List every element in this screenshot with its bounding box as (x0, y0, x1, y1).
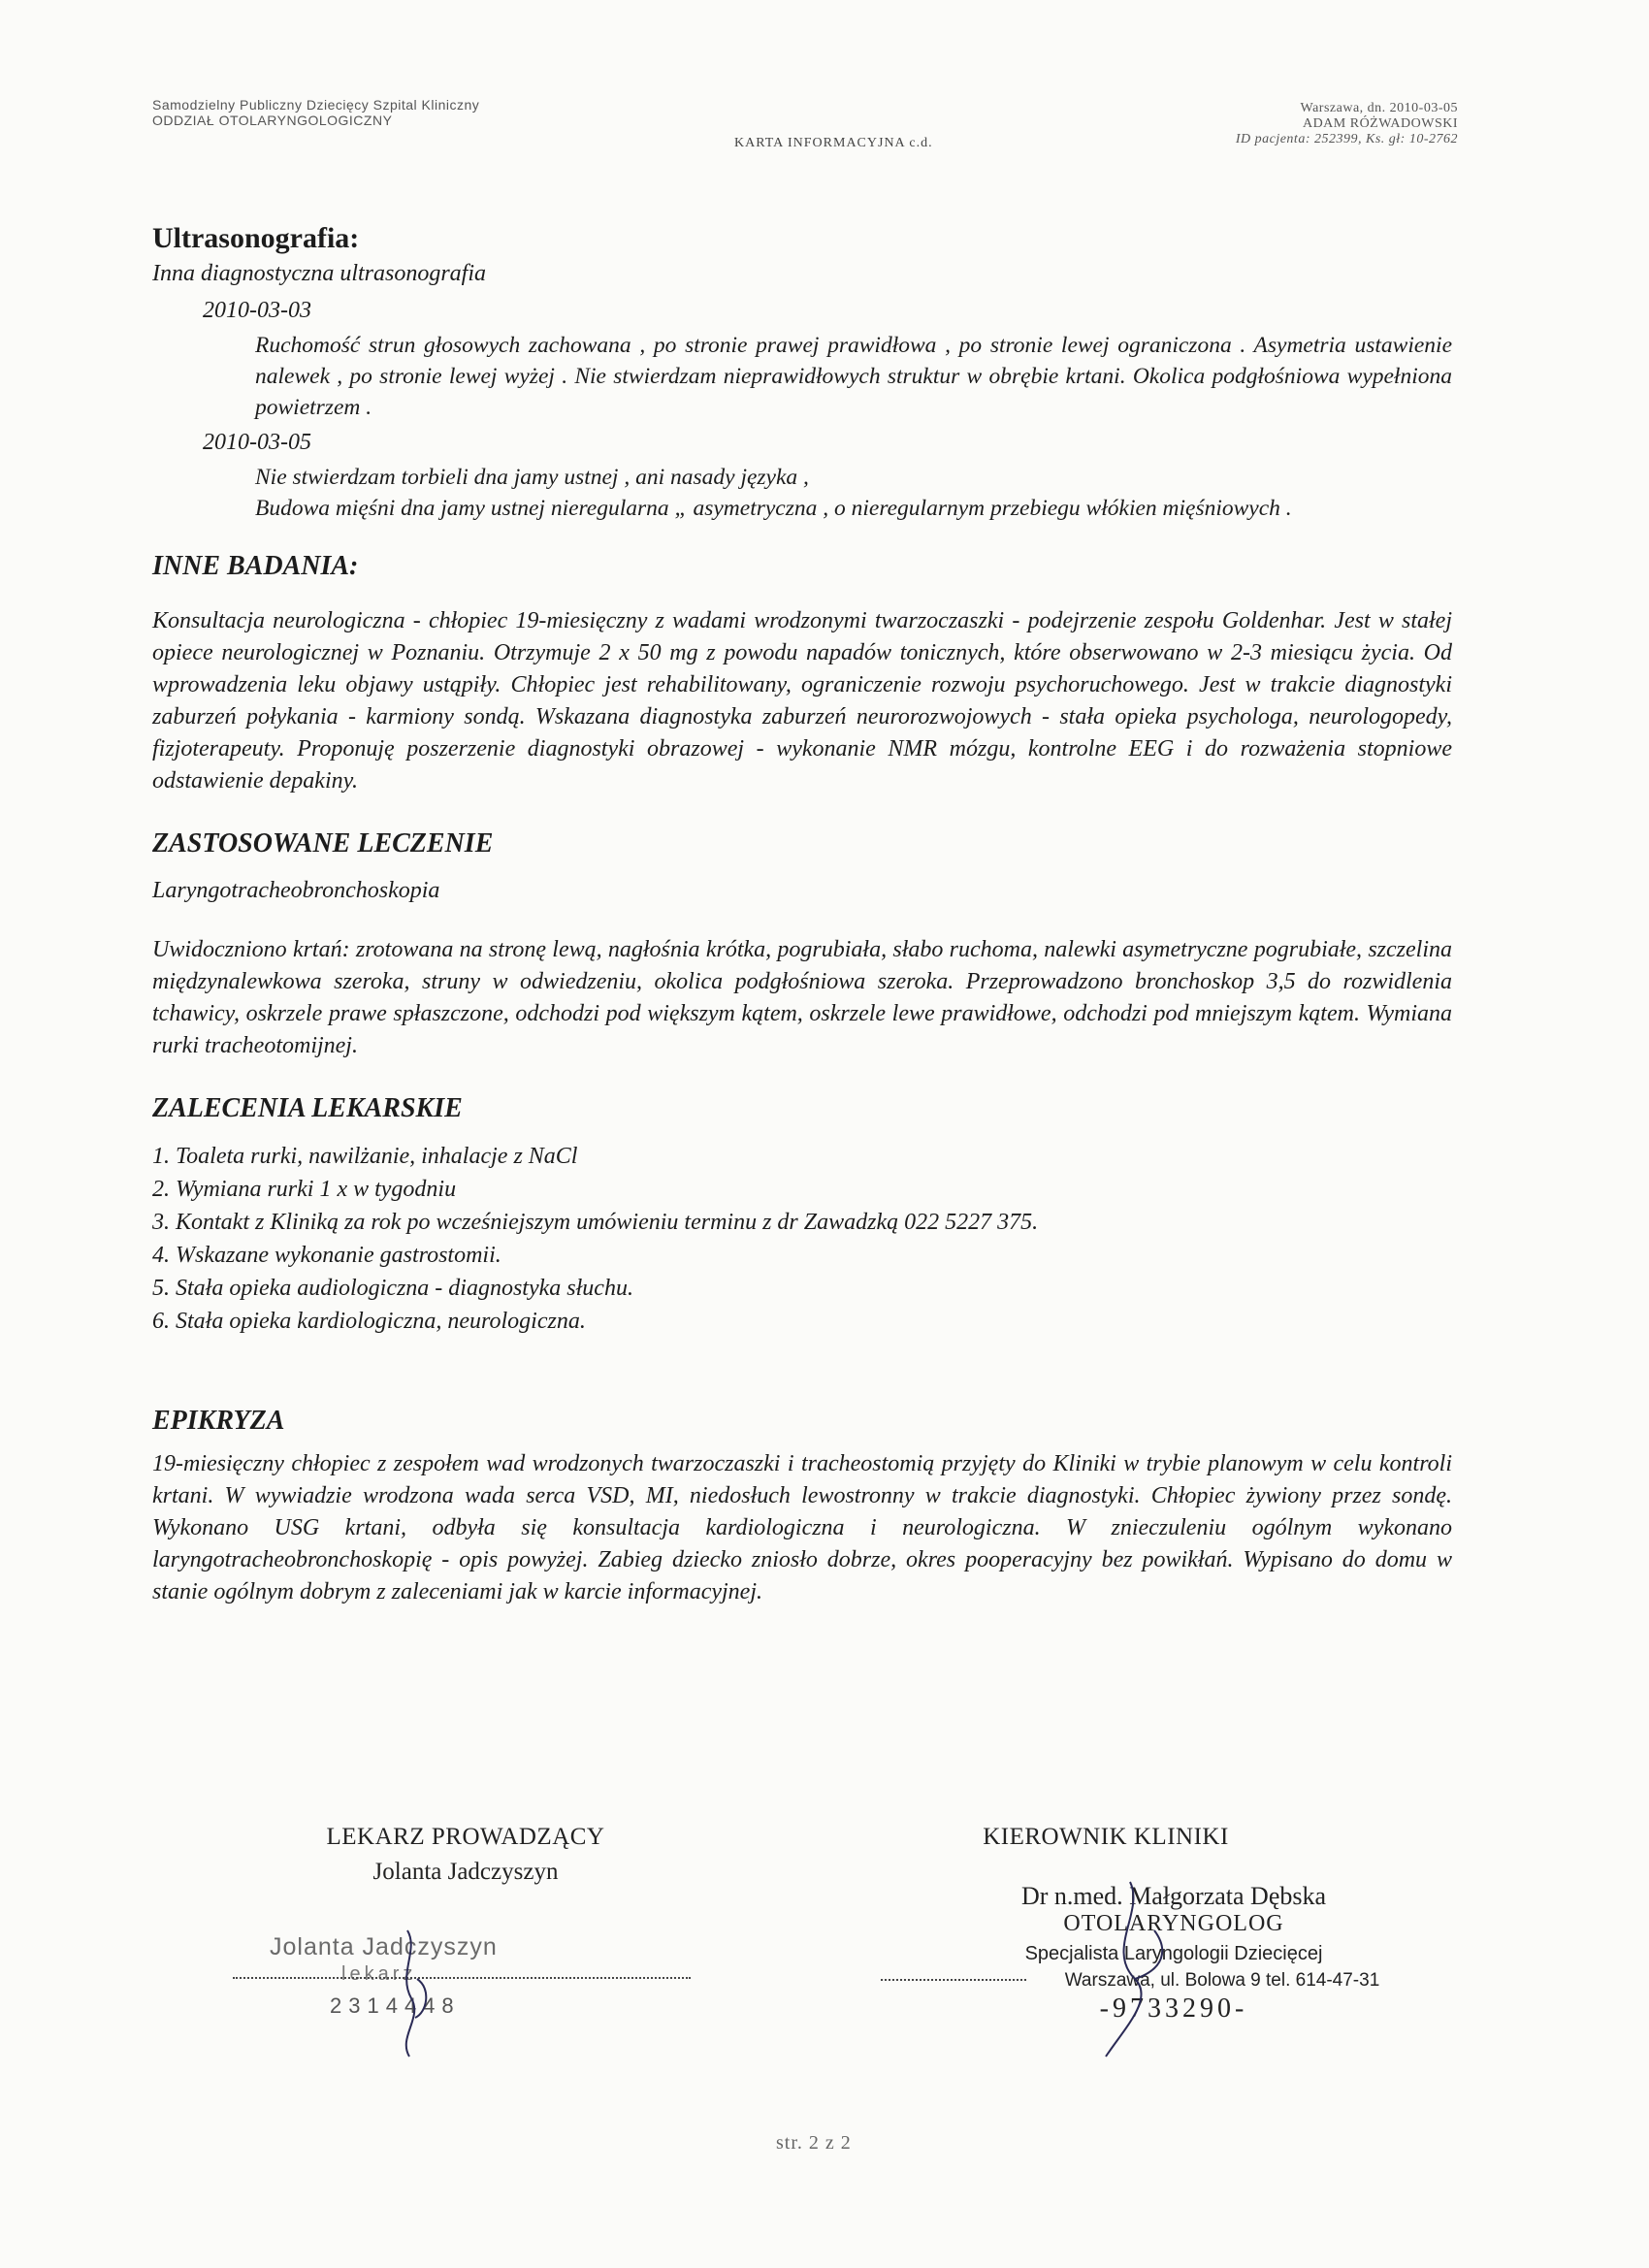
entry-note: Nie stwierdzam torbieli dna jamy ustnej , ani nasady języka , (255, 465, 809, 490)
list-item: 5. Stała opieka audiologiczna - diagnostyka słuchu. (152, 1276, 633, 1301)
section-title: INNE BADANIA: (152, 551, 359, 581)
list-item: 6. Stała opieka kardiologiczna, neurologiczna. (152, 1309, 586, 1334)
section-recommendations (152, 1091, 1452, 1338)
clinic-stamp-line4: Warszawa, ul. Bolowa 9 tel. 614-47-31 (1064, 1970, 1380, 1991)
entry-note: Budowa mięśni dna jamy ustnej nieregularna „ asymetryczna , o nieregularnym przebiegu włókien mięśniowych . (255, 496, 1292, 521)
section-ultrasonography (152, 219, 1452, 524)
section-subtitle: Inna diagnostyczna ultrasonografia (152, 261, 487, 286)
attending-physician-name: Jolanta Jadczyszyn (372, 1859, 559, 1885)
section-title: ZALECENIA LEKARSKIE (152, 1093, 463, 1123)
entry-note: Ruchomość strun głosowych zachowana , po stronie prawej prawidłowa , po stronie lewej ograniczona . Asymetria ustawienie nalewek , po stronie lewej wyżej . Nie stwierdzam nieprawidłowych struktur w obrębie krtani. Okolica podgłośniowa wypełniona powietrzem . (255, 333, 1452, 420)
entry-date: 2010-03-03 (203, 298, 311, 323)
recommendations-list (152, 1140, 1452, 1338)
patient-id: ID pacjenta: 252399, Ks. gł: 10-2762 (1235, 132, 1458, 146)
list-item: 1. Toaleta rurki, nawilżanie, inhalacje z NaCl (152, 1144, 578, 1169)
page-number: str. 2 z 2 (776, 2132, 852, 2154)
procedure-name: Laryngotracheobronchoskopia (152, 878, 440, 903)
attending-physician-title: LEKARZ PROWADZĄCY (326, 1824, 605, 1850)
handwritten-signature-left (369, 1921, 456, 2066)
handwritten-signature-right (1077, 1872, 1193, 2066)
signature-line (881, 1979, 1026, 1981)
physician-stamp-number: 2314448 (330, 1993, 461, 2018)
entry-date: 2010-03-05 (203, 430, 311, 455)
signature-line (233, 1977, 691, 1979)
section-title: Ultrasonografia: (152, 222, 360, 254)
physician-stamp-role: lekarz (341, 1963, 417, 1985)
section-text: 19-miesięczny chłopiec z zespołem wad wrodzonych twarzoczaszki i tracheostomią przyjęty do Kliniki w trybie planowym w celu kontroli krtani. W wywiadzie wrodzona wada serca VSD, MI, niedosłuch lewostronny w trakcie diagnostyki. Chłopiec żywiony przez sondę. Wykonano USG krtani, odbyła się konsultacja kardiologiczna i neurologiczna. W znieczuleniu ogólnym wykonano laryngotracheobronchoskopię - opis powyżej. Zabieg dziecko zniosło dobrze, okres pooperacyjny bez powikłań. Wypisano do domu w stanie ogólnym dobrym z zaleceniami jak w karcie informacyjnej. (152, 1451, 1452, 1604)
section-treatment (152, 826, 1452, 1062)
hospital-header (152, 97, 479, 128)
document-body (152, 219, 1452, 1608)
section-title: ZASTOSOWANE LECZENIE (152, 828, 494, 859)
hospital-name: Samodzielny Publiczny Dziecięcy Szpital Kliniczny (152, 97, 480, 113)
department-name: ODDZIAŁ OTOLARYNGOLOGICZNY (152, 113, 393, 128)
section-text: Uwidoczniono krtań: zrotowana na stronę lewą, nagłośnia krótka, pogrubiała, słabo ruchoma, nalewki asymetryczne pogrubiałe, szczelina międzynalewkowa szeroka, struny w odwiedzeniu, okolica podgłośniowa szeroka. Przeprowadzono bronchoskop 3,5 do rozwidlenia tchawicy, oskrzele prawe spłaszczone, odchodzi pod większym kątem, oskrzele lewe prawidłowe, odchodzi pod mniejszym kątem. Wymiana rurki tracheotomijnej. (152, 937, 1452, 1058)
place-date: Warszawa, dn. 2010-03-05 (1300, 101, 1458, 115)
physician-stamp-name: Jolanta Jadczyszyn (270, 1933, 498, 1960)
section-title: EPIKRYZA (152, 1406, 285, 1436)
section-other-tests (152, 549, 1452, 797)
patient-name: ADAM RÓŻWADOWSKI (1302, 116, 1458, 131)
list-item: 3. Kontakt z Kliniką za rok po wcześniejszym umówieniu terminu z dr Zawadzką 022 5227 375. (152, 1210, 1039, 1235)
clinic-stamp-line1: Dr n.med. Małgorzata Dębska (1020, 1882, 1327, 1910)
clinic-stamp-number: -9733290- (1099, 1993, 1248, 2024)
clinic-head-title: KIEROWNIK KLINIKI (983, 1824, 1229, 1850)
document-title: KARTA INFORMACYJNA c.d. (734, 136, 933, 150)
patient-header (1236, 101, 1458, 147)
section-text: Konsultacja neurologiczna - chłopiec 19-miesięczny z wadami wrodzonymi twarzoczaszki - podejrzenie zespołu Goldenhar. Jest w stałej opiece neurologicznej w Poznaniu. Otrzymuje 2 x 50 mg z powodu napadów tonicznych, które obserwowano w 2-3 miesiącu życia. Od wprowadzenia leku objawy ustąpiły. Chłopiec jest rehabilitowany, ograniczenie rozwoju psychoruchowego. Jest w trakcie diagnostyki zaburzeń połykania - karmiony sondą. Wskazana diagnostyka zaburzeń neurorozwojowych - stała opieka psychologa, neurologopedy, fizjoterapeuty. Proponuję poszerzenie diagnostyki obrazowej - wykonanie NMR mózgu, kontrolne EEG i do rozważenia stopniowe odstawienie depakiny. (152, 608, 1452, 794)
list-item: 2. Wymiana rurki 1 x w tygodniu (152, 1177, 457, 1202)
clinic-stamp-line3: Specjalista Laryngologii Dziecięcej (1024, 1943, 1323, 1964)
section-epicrisis (152, 1404, 1452, 1608)
clinic-stamp-line2: OTOLARYNGOLOG (1063, 1911, 1284, 1936)
list-item: 4. Wskazane wykonanie gastrostomii. (152, 1243, 501, 1268)
